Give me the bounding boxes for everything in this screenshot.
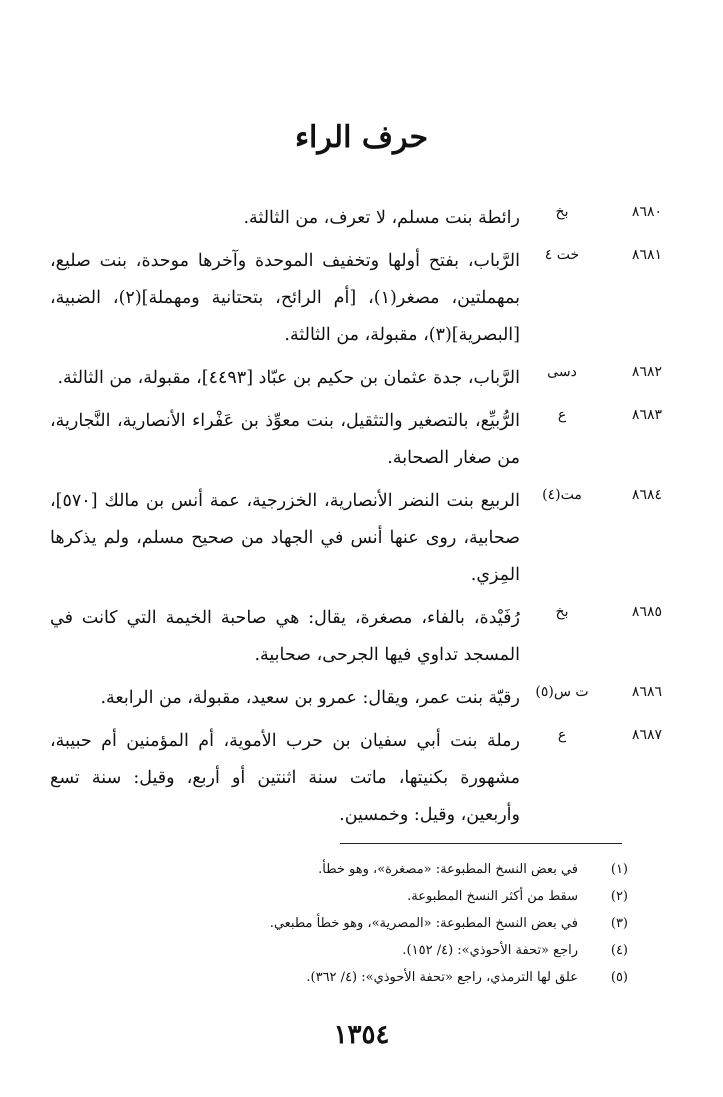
entry-code: خت ٤ [544, 247, 580, 263]
footnote-text: في بعض النسخ المطبوعة: «مصغرة»، وهو خطأ. [318, 862, 578, 877]
entry [50, 600, 662, 674]
entry-text: الرَّباب، جدة عثمان بن حكيم بن عبّاد [٤٤٩٣]، مقبولة، من الثالثة. [57, 368, 520, 388]
footnote-number: (٤) [610, 943, 628, 958]
entry-text: رقيّة بنت عمر، ويقال: عمرو بن سعيد، مقبولة، من الرابعة. [100, 688, 520, 708]
footnote-text: في بعض النسخ المطبوعة: «المصرية»، وهو خطأ مطبعي. [269, 916, 578, 931]
entry [50, 723, 662, 834]
entry [50, 360, 662, 397]
entry [50, 200, 662, 237]
entry-number: ٨٦٨٥ [631, 604, 662, 620]
entry [50, 483, 662, 594]
footnote [150, 937, 630, 964]
entry [50, 403, 662, 477]
entry-text: رائطة بنت مسلم، لا تعرف، من الثالثة. [243, 208, 520, 228]
footnote-text: علق لها الترمذي، راجع «تحفة الأحوذي»: (٤/ ٣٦٢). [306, 970, 578, 985]
chapter-title: حرف الراء [294, 120, 429, 155]
entries-list [50, 200, 662, 840]
entry-text: الربيع بنت النضر الأنصارية، الخزرجية، عمة أنس بن مالك [٥٧٠]، صحابية، روى عنها أنس في الجهاد من صحيح مسلم، ولم يذكرها المِزي. [50, 491, 520, 585]
entry [50, 680, 662, 717]
footnote-number: (٥) [610, 970, 628, 985]
entry-code: مت(٤) [542, 487, 582, 503]
entry-code: بخ [555, 604, 569, 620]
entry-number: ٨٦٨١ [631, 247, 662, 263]
entry [50, 243, 662, 354]
entry-text: الرَّباب، بفتح أولها وتخفيف الموحدة وآخرها موحدة، بنت صليع، بمهملتين، مصغر(١)، [أم الرائح، بتحتانية ومهملة](٢)، الضبية، [البصرية](٣)، مقبولة، من الثالثة. [50, 251, 520, 345]
footnote [150, 910, 630, 937]
page-number: ١٣٥٤ [333, 1020, 390, 1050]
entry-code: ت س(٥) [535, 684, 589, 700]
entry-text: الرُّبيِّع، بالتصغير والتثقيل، بنت معوِّذ بن عَفْراء الأنصارية، النَّجارية، من صغار الصحابة. [50, 411, 520, 468]
entry-number: ٨٦٨٢ [631, 364, 662, 380]
entry-text: رملة بنت أبي سفيان بن حرب الأموية، أم المؤمنين أم حبيبة، مشهورة بكنيتها، ماتت سنة اثنتين أو أربع، وقيل: سنة تسع وأربعين، وقيل: وخمسين. [50, 731, 520, 825]
entry-number: ٨٦٨٠ [631, 204, 662, 220]
entry-number: ٨٦٨٧ [631, 727, 662, 743]
footnote [150, 856, 630, 883]
footnote-divider [340, 843, 622, 844]
footnote-number: (٢) [610, 889, 628, 904]
entry-number: ٨٦٨٦ [631, 684, 662, 700]
entry-code: ع [557, 727, 567, 743]
entry-code: بخ [555, 204, 569, 220]
footnotes [150, 856, 630, 991]
footnote-number: (١) [610, 862, 628, 877]
entry-code: ع [557, 407, 567, 423]
entry-text: رُفَيْدة، بالفاء، مصغرة، يقال: هي صاحبة الخيمة التي كانت في المسجد تداوي فيها الجرحى، صحابية. [50, 608, 520, 665]
entry-code: دسى [547, 364, 577, 380]
footnote-number: (٣) [610, 916, 628, 931]
entry-number: ٨٦٨٤ [631, 487, 662, 503]
entry-number: ٨٦٨٣ [631, 407, 662, 423]
footnote [150, 964, 630, 991]
footnote [150, 883, 630, 910]
footnote-text: سقط من أكثر النسخ المطبوعة. [407, 889, 578, 904]
footnote-text: راجع «تحفة الأحوذي»: (٤/ ١٥٢). [402, 943, 578, 958]
